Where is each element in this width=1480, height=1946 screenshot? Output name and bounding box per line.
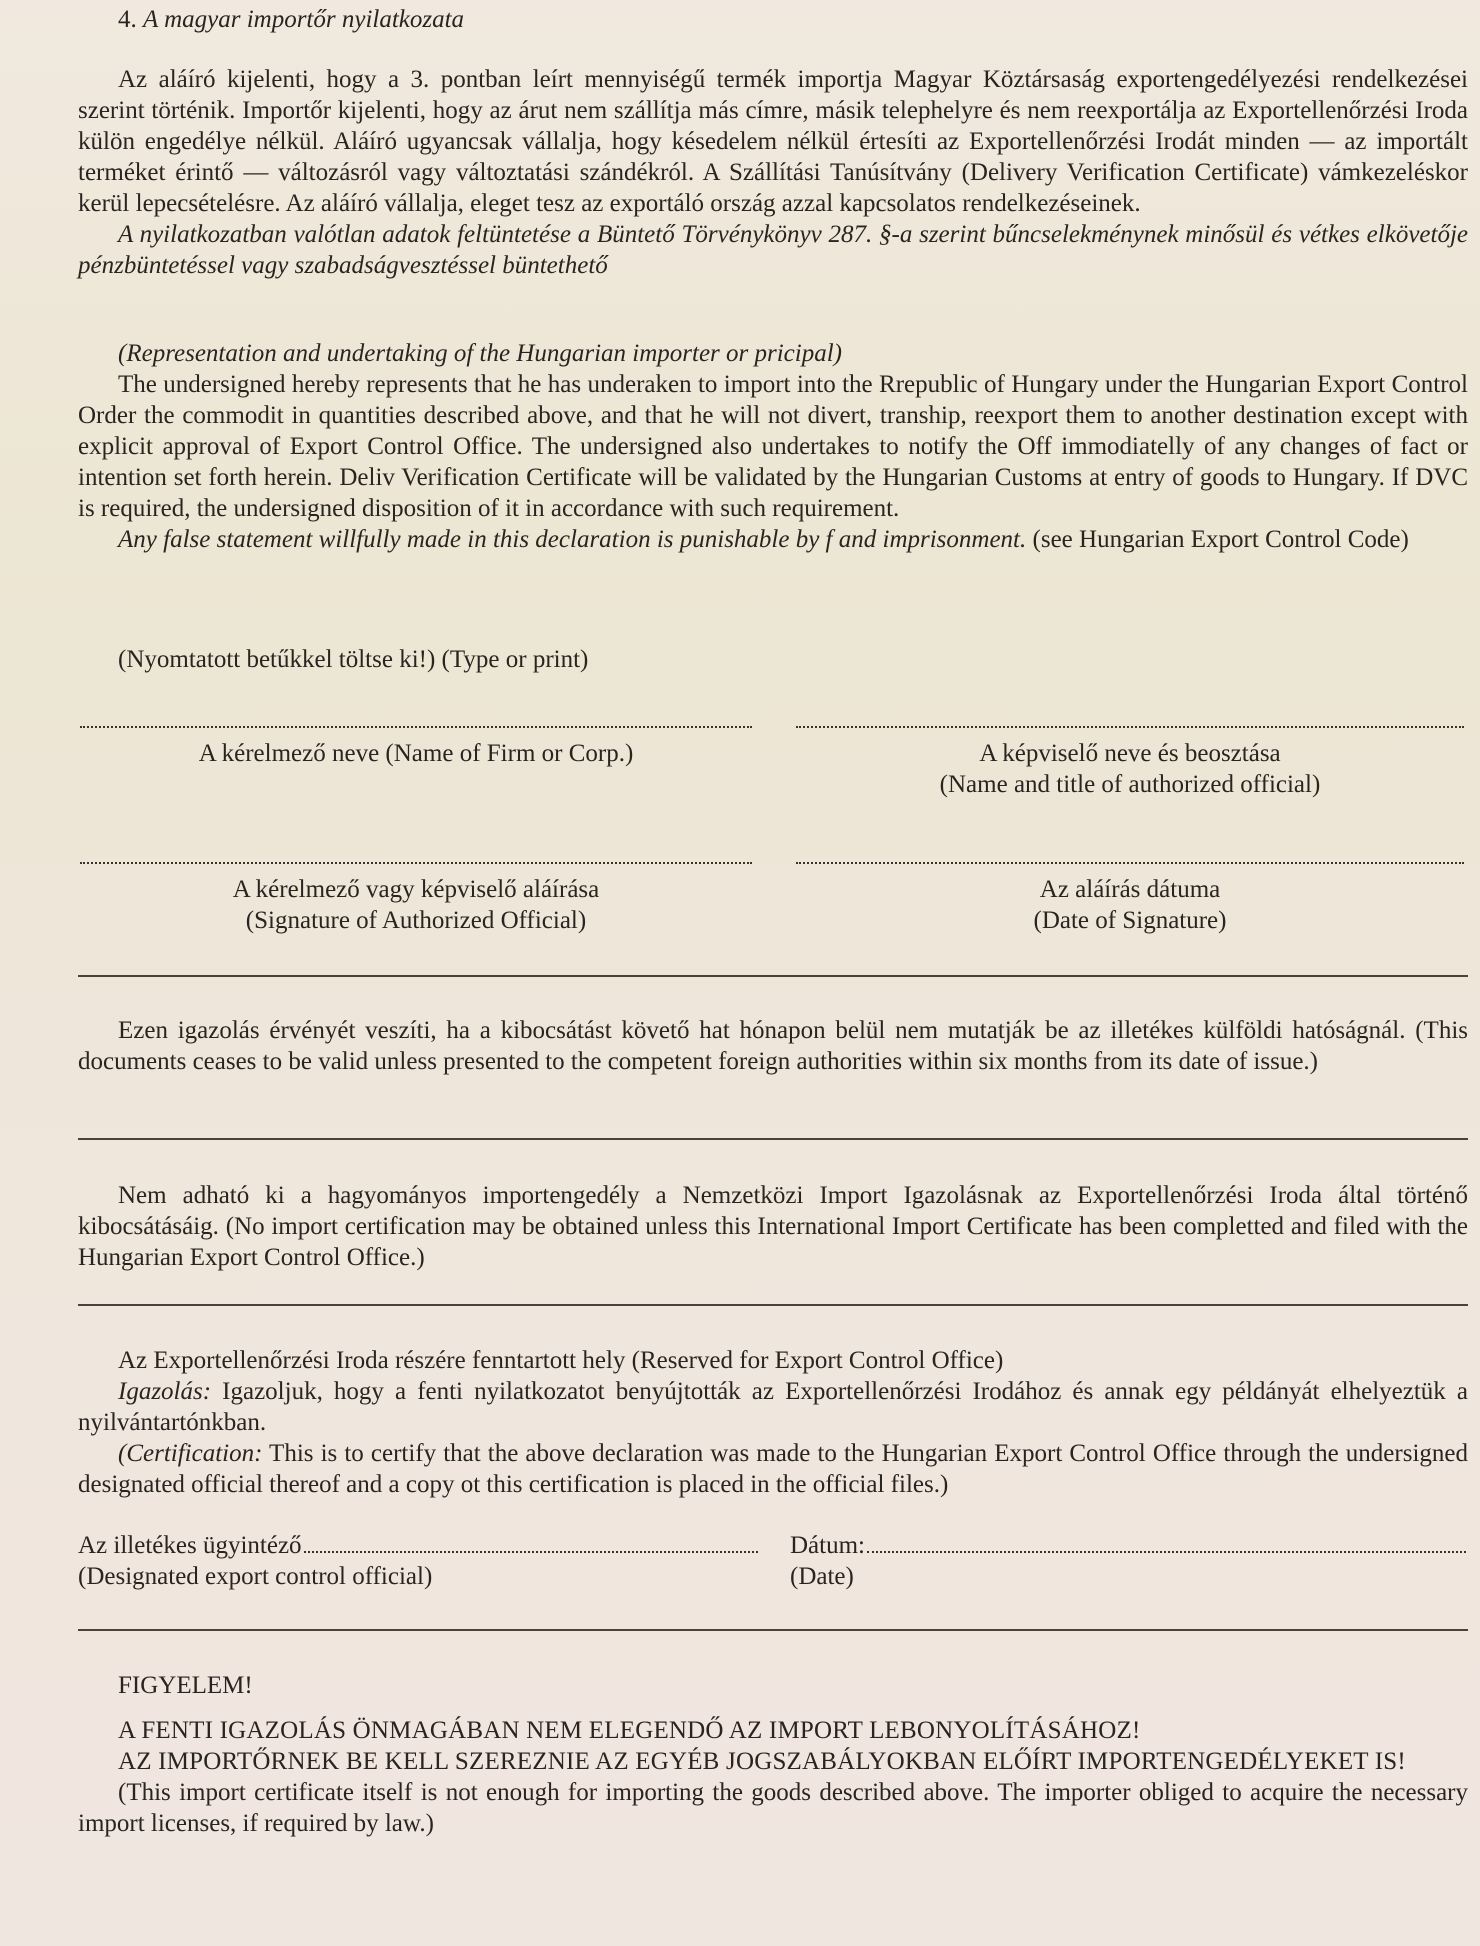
date-field[interactable] [867,1551,1466,1553]
official-name-label-hu: A képviselő neve és beosztása [979,740,1281,767]
section-heading [118,4,464,35]
firm-name-field[interactable] [80,726,752,728]
signature-label-en: (Signature of Authorized Official) [245,907,587,934]
validity-notice-text: Ezen igazolás érvényét veszíti, ha a kibocsátást követő hat hónapon belül nem mutatják be az illetékes külföldi hatóságnál. (This documents ceases to be valid unless presented to the competent foreign authorities within six months from its date of issue.) [78,1017,1468,1075]
divider [78,1304,1468,1306]
divider [78,1629,1468,1631]
notice-line-1: A FENTI IGAZOLÁS ÖNMAGÁBAN NEM ELEGENDŐ AZ IMPORT LEBONYOLÍTÁSÁHOZ! [118,1717,1141,1744]
notice-english: (This import certificate itself is not enough for importing the goods described above. The importer obliged to acquire the necessary import licenses, if required by law.) [78,1779,1468,1837]
section-title: A magyar importőr nyilatkozata [143,6,465,33]
notice-heading: FIGYELEM! [118,1672,253,1699]
firm-name-label: A kérelmező neve (Name of Firm or Corp.) [198,740,634,767]
en-declaration-title: (Representation and undertaking of the Hungarian importer or pricipal) [118,340,842,367]
hu-declaration [78,64,1468,281]
signature-date-field[interactable] [796,862,1464,864]
firm-name-caption [80,738,752,769]
type-or-print-instruction [78,644,1468,675]
official-label: Az illetékes ügyintéző [78,1532,302,1559]
official-row [78,1530,758,1592]
official-label-en: (Designated export control official) [78,1563,433,1590]
en-declaration-text: The undersigned hereby represents that he has underaken to import into the Rrepublic of Hungary under the Hungarian Export Control Order the commodit in quantities described above, and that he will not divert, tranship, reexport them to another destination except with explicit approval of Export Control Office. The undersigned also undertakes to notify the Off immodiatelly of any changes of fact or intention set forth herein. Deliv Verification Certificate will be validated by the Hungarian Customs at entry of goods to Hungary. If DVC is required, the undersigned disposition of it in accordance with such requirement. [78,371,1468,522]
office-en-label: (Certification: [118,1440,263,1467]
divider [78,975,1468,977]
hu-declaration-text: Az aláíró kijelenti, hogy a 3. pontban leírt mennyiségű termék importja Magyar Köztársaság exportengedélyezési rendelkezései szerint történik. Importőr kijelenti, hogy az árut nem szállítja más címre, másik telephelyre és nem reexportálja az Exportellenőrzési Iroda külön engedélye nélkül. Aláíró ugyancsak vállalja, hogy késedelem nélkül értesíti az Exportellenőrzési Irodát minden — az importált terméket érintő — változásról vagy változtatási szándékról. A Szállítási Tanúsítvány (Delivery Verification Certificate) vámkezeléskor kerül lepecsételésre. Az aláíró vállalja, eleget tesz az exportáló ország azzal kapcsolatos rendelkezéseinek. [78,66,1468,217]
office-hu-text: Igazoljuk, hogy a fenti nyilatkozatot benyújtották az Exportellenőrzési Irodához és annak egy példányát elhelyeztük a nyilvántartónkban. [78,1378,1468,1436]
validity-notice [78,1015,1468,1077]
section-number: 4. [118,6,137,33]
signature-caption [80,874,752,936]
date-row [790,1530,1466,1592]
office-en-certification [78,1438,1468,1500]
signature-date-label-en: (Date of Signature) [1033,907,1227,934]
official-name-label-en: (Name and title of authorized official) [939,771,1321,798]
signature-label-hu: A kérelmező vagy képviselő aláírása [232,876,600,903]
date-label-en: (Date) [790,1563,854,1590]
official-name-field[interactable] [796,726,1464,728]
licence-notice [78,1180,1468,1273]
en-warning-rest: (see Hungarian Export Control Code) [1026,526,1409,553]
office-hu-label: Igazolás: [118,1378,212,1405]
notice-section [78,1670,1468,1839]
licence-notice-text: Nem adható ki a hagyományos importengedély a Nemzetközi Import Igazolásnak az Exportellenőrzési Iroda által történő kibocsátásáig. (No import certification may be obtained unless this International Import Certificate has been completted and filed with the Hungarian Export Control Office.) [78,1182,1468,1271]
office-section [78,1345,1468,1500]
office-hu-certification [78,1376,1468,1438]
notice-line-2: AZ IMPORTŐRNEK BE KELL SZEREZNIE AZ EGYÉB JOGSZABÁLYOKBAN ELŐÍRT IMPORTENGEDÉLYEKET IS! [118,1748,1406,1775]
signature-date-label-hu: Az aláírás dátuma [1039,876,1221,903]
official-field[interactable] [304,1551,758,1553]
hu-declaration-warning: A nyilatkozatban valótlan adatok feltüntetése a Büntető Törvénykönyv 287. §-a szerint bűncselekménynek minősül és vétkes elkövetője pénzbüntetéssel vagy szabadságvesztéssel büntethető [78,221,1468,279]
office-reserved-text: Az Exportellenőrzési Iroda részére fenntartott hely (Reserved for Export Control Office) [118,1347,1004,1374]
signature-date-caption [796,874,1464,936]
date-label: Dátum: [790,1532,865,1559]
office-en-text: This is to certify that the above declaration was made to the Hungarian Export Control Office through the undersigned designated official thereof and a copy ot this certification is placed in the official files.) [78,1440,1468,1498]
en-warning-italic: Any false statement willfully made in this declaration is punishable by f and imprisonment. [118,526,1027,553]
signature-field[interactable] [80,862,752,864]
en-declaration-warning [78,524,1468,555]
divider [78,1138,1468,1140]
official-name-caption [796,738,1464,800]
type-or-print-text: (Nyomtatott betűkkel töltse ki!) (Type or print) [118,646,589,673]
en-declaration [78,338,1468,555]
